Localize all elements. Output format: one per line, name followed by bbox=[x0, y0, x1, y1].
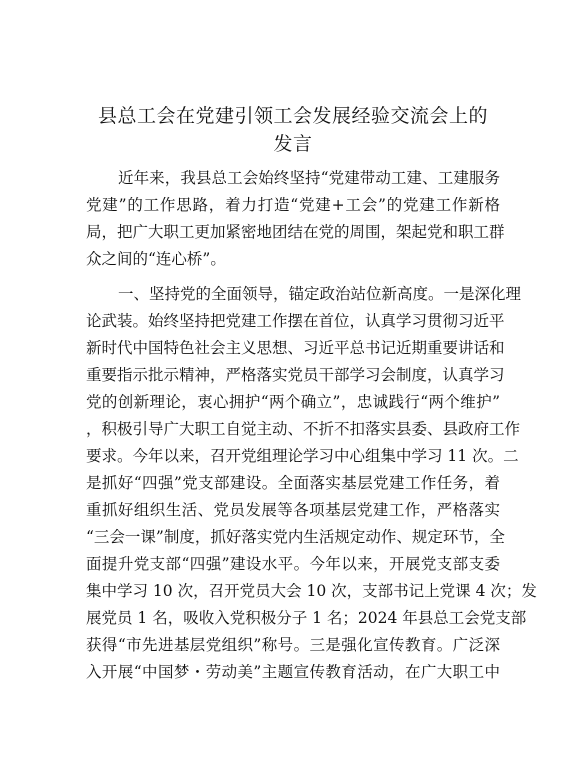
text-line: 展党员 1 名，吸收入党积极分子 1 名；2024 年县总工会党支部 bbox=[86, 609, 527, 627]
document-title-line-1: 县总工会在党建引领工会发展经验交流会上的 bbox=[97, 105, 488, 127]
text-line: 集中学习 10 次，召开党员大会 10 次，支部书记上党课 4 次；发 bbox=[86, 582, 537, 600]
text-line: 重抓好组织生活、党员发展等各项基层党建工作，严格落实 bbox=[86, 501, 500, 519]
text-line: “三会一课”制度，抓好落实党内生活规定动作、规定环节，全 bbox=[86, 528, 505, 546]
text-line: 要求。今年以来，召开党组理论学习中心组集中学习 11 次。二 bbox=[86, 447, 519, 465]
text-line: 新时代中国特色社会主义思想、习近平总书记近期重要讲话和 bbox=[86, 339, 505, 357]
text-line: 重要指示批示精神，严格落实党员干部学习会制度，认真学习 bbox=[86, 366, 505, 384]
text-line: 论武装。始终坚持把党建工作摆在首位，认真学习贯彻习近平 bbox=[86, 312, 505, 330]
text-line: 党的创新理论，衷心拥护“两个确立”，忠诚践行“两个维护” bbox=[86, 393, 500, 411]
text-line: ，积极引导广大职工自觉主动、不折不扣落实县委、县政府工作 bbox=[86, 420, 521, 438]
text-line: 众之间的“连心桥”。 bbox=[86, 250, 226, 268]
text-line: 党建”的工作思路，着力打造“党建+工会”的党建工作新格 bbox=[86, 196, 500, 214]
text-line: 面提升党支部“四强”建设水平。今年以来，开展党支部支委 bbox=[86, 555, 500, 573]
text-line: 近年来，我县总工会始终坚持“党建带动工建、工建服务 bbox=[118, 169, 500, 187]
text-line: 局，把广大职工更加紧密地团结在党的周围，架起党和职工群 bbox=[86, 223, 505, 241]
text-line: 一、坚持党的全面领导，锚定政治站位新高度。一是深化理 bbox=[118, 285, 522, 303]
document-title-line-2: 发言 bbox=[273, 133, 313, 155]
text-line: 获得“市先进基层党组织”称号。三是强化宣传教育。广泛深 bbox=[86, 636, 500, 654]
text-line: 入开展“中国梦・劳动美”主题宣传教育活动，在广大职工中 bbox=[86, 663, 500, 681]
text-line: 是抓好“四强”党支部建设。全面落实基层党建工作任务，着 bbox=[86, 474, 500, 492]
